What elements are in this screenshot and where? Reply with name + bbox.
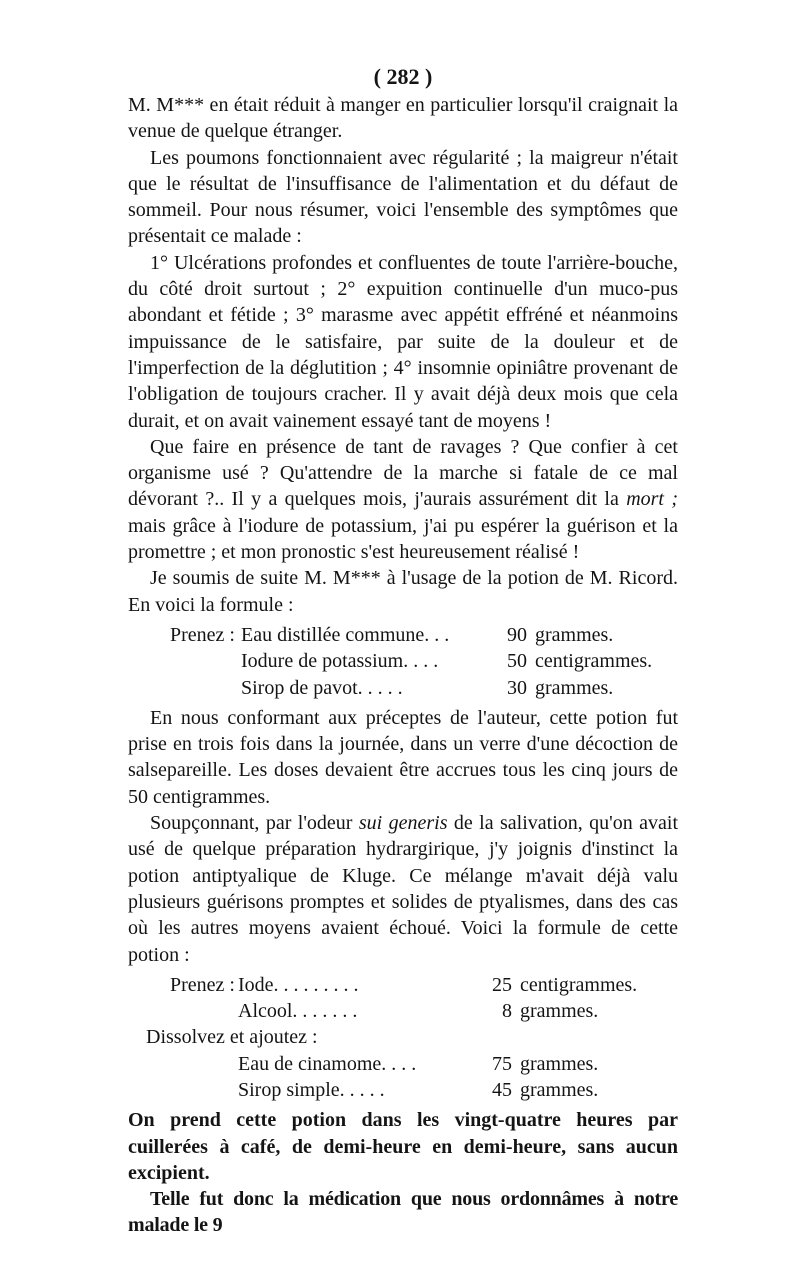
formula-row	[128, 675, 678, 701]
paragraph-prend: On prend cette potion dans les vingt-quatre heures par cuillerées à café, de demi-heure en demi-heure, sans aucun excipient.	[128, 1109, 678, 1184]
dissolve-label: Dissolvez et ajoutez :	[146, 1026, 318, 1049]
formula-ingredient: Eau distillée commune. . .	[241, 623, 450, 646]
formula-kluge	[128, 972, 678, 1103]
formula-label: Prenez :	[170, 623, 235, 646]
formula-row	[128, 998, 678, 1024]
formula-ingredient: Alcool. . . . . . .	[238, 1000, 358, 1023]
formula-unit: grammes.	[520, 1078, 599, 1101]
paragraph-soupconnant	[128, 810, 678, 968]
formula-ingredient: Eau de cinamome. . . .	[238, 1052, 417, 1075]
formula-quantity: 45	[492, 1078, 512, 1101]
formula-row	[128, 622, 678, 648]
formula-ingredient: Sirop simple. . . . .	[238, 1078, 385, 1101]
formula-ingredient: Sirop de pavot. . . . .	[241, 676, 403, 699]
paragraph-soupconnant-text: Soupçonnant, par l'odeur	[150, 812, 359, 835]
formula-quantity: 50	[507, 650, 527, 673]
formula-quantity: 30	[507, 676, 527, 699]
formula-unit: grammes.	[520, 1000, 599, 1023]
paragraph-etranger: M. M*** en était réduit à manger en particulier lorsqu'il craignait la venue de quelque étranger.	[128, 94, 678, 143]
formula-unit: centigrammes.	[520, 973, 638, 996]
paragraph-symptomes: 1° Ulcérations profondes et confluentes de toute l'arrière-bouche, du côté droit surtout ; 2° expuition continuelle d'un muco-pus abondant et fétide ; 3° marasme avec appétit effréné et néanmoins impuissance de le satisfaire, par suite de la douleur et de l'imperfection de la déglutition ; 4° insomnie opiniâtre provenant de l'obligation de toujours cracher. Il y avait déjà deux mois que cela durait, et on avait vainement essayé tant de moyens !	[128, 251, 678, 432]
formula-spacer	[128, 1077, 238, 1103]
paragraph-conformant: En nous conformant aux préceptes de l'auteur, cette potion fut prise en trois fois dans la journée, dans un verre d'une décoction de salsepareille. Les doses devaient être accrues tous les cinq jours de 50 centigrammes.	[128, 706, 678, 808]
formula-quantity: 25	[492, 973, 512, 996]
formula-spacer	[128, 648, 241, 674]
formula-row	[128, 1051, 678, 1077]
formula-quantity: 8	[502, 1000, 512, 1023]
paragraph-soupconnant-rest: de la salivation, qu'on avait usé de quelque préparation hydrargirique, j'y joignis d'instinct la potion antiptyalique de Kluge. Ce mélange m'avait déjà valu plusieurs guérisons promptes et solides de ptyalismes, dans des cas où les autres moyens avaient échoué. Voici la formule de cette potion :	[128, 812, 679, 966]
formula-unit: grammes.	[535, 623, 614, 646]
paragraph-soumis: Je soumis de suite M. M*** à l'usage de la potion de M. Ricord. En voici la formule :	[128, 567, 678, 616]
document-page	[128, 62, 678, 1239]
paragraph-poumons: Les poumons fonctionnaient avec régularité ; la maigreur n'était que le résultat de l'insuffisance de l'alimentation et du défaut de sommeil. Pour nous résumer, voici l'ensemble des symptômes que présentait ce malade :	[128, 146, 678, 248]
formula-unit: grammes.	[535, 676, 614, 699]
formula-ricord	[128, 622, 678, 701]
formula-ingredient: Iode. . . . . . . . .	[238, 973, 359, 996]
formula-spacer	[128, 1051, 238, 1077]
formula-quantity: 75	[492, 1052, 512, 1075]
paragraph-que-faire-text: Que faire en présence de tant de ravages ? Que confier à cet organisme usé ? Qu'attendre de la marche si fatale de ce mal dévorant ?.. Il y a quelques mois, j'aurais assurément dit la	[128, 435, 678, 511]
formula-spacer	[128, 675, 241, 701]
paragraph-que-faire	[128, 434, 678, 565]
formula-row	[128, 972, 678, 998]
formula-quantity: 90	[507, 623, 527, 646]
italic-sui-generis: sui generis	[358, 812, 448, 835]
formula-label: Prenez :	[170, 973, 235, 996]
formula-unit: grammes.	[520, 1052, 599, 1075]
formula-spacer	[128, 998, 238, 1024]
formula-ingredient: Iodure de potassium. . . .	[241, 650, 439, 673]
formula-row	[128, 1077, 678, 1103]
paragraph-que-faire-rest: mais grâce à l'iodure de potassium, j'ai pu espérer la guérison et la promettre ; et mon pronostic s'est heureusement réalisé !	[128, 514, 678, 564]
formula-row	[128, 648, 678, 674]
italic-mort: mort ;	[626, 488, 678, 511]
page-number: ( 282 )	[373, 64, 433, 89]
formula-unit: centigrammes.	[535, 650, 653, 673]
paragraph-telle: Telle fut donc la médication que nous ordonnâmes à notre malade le 9	[128, 1188, 678, 1237]
